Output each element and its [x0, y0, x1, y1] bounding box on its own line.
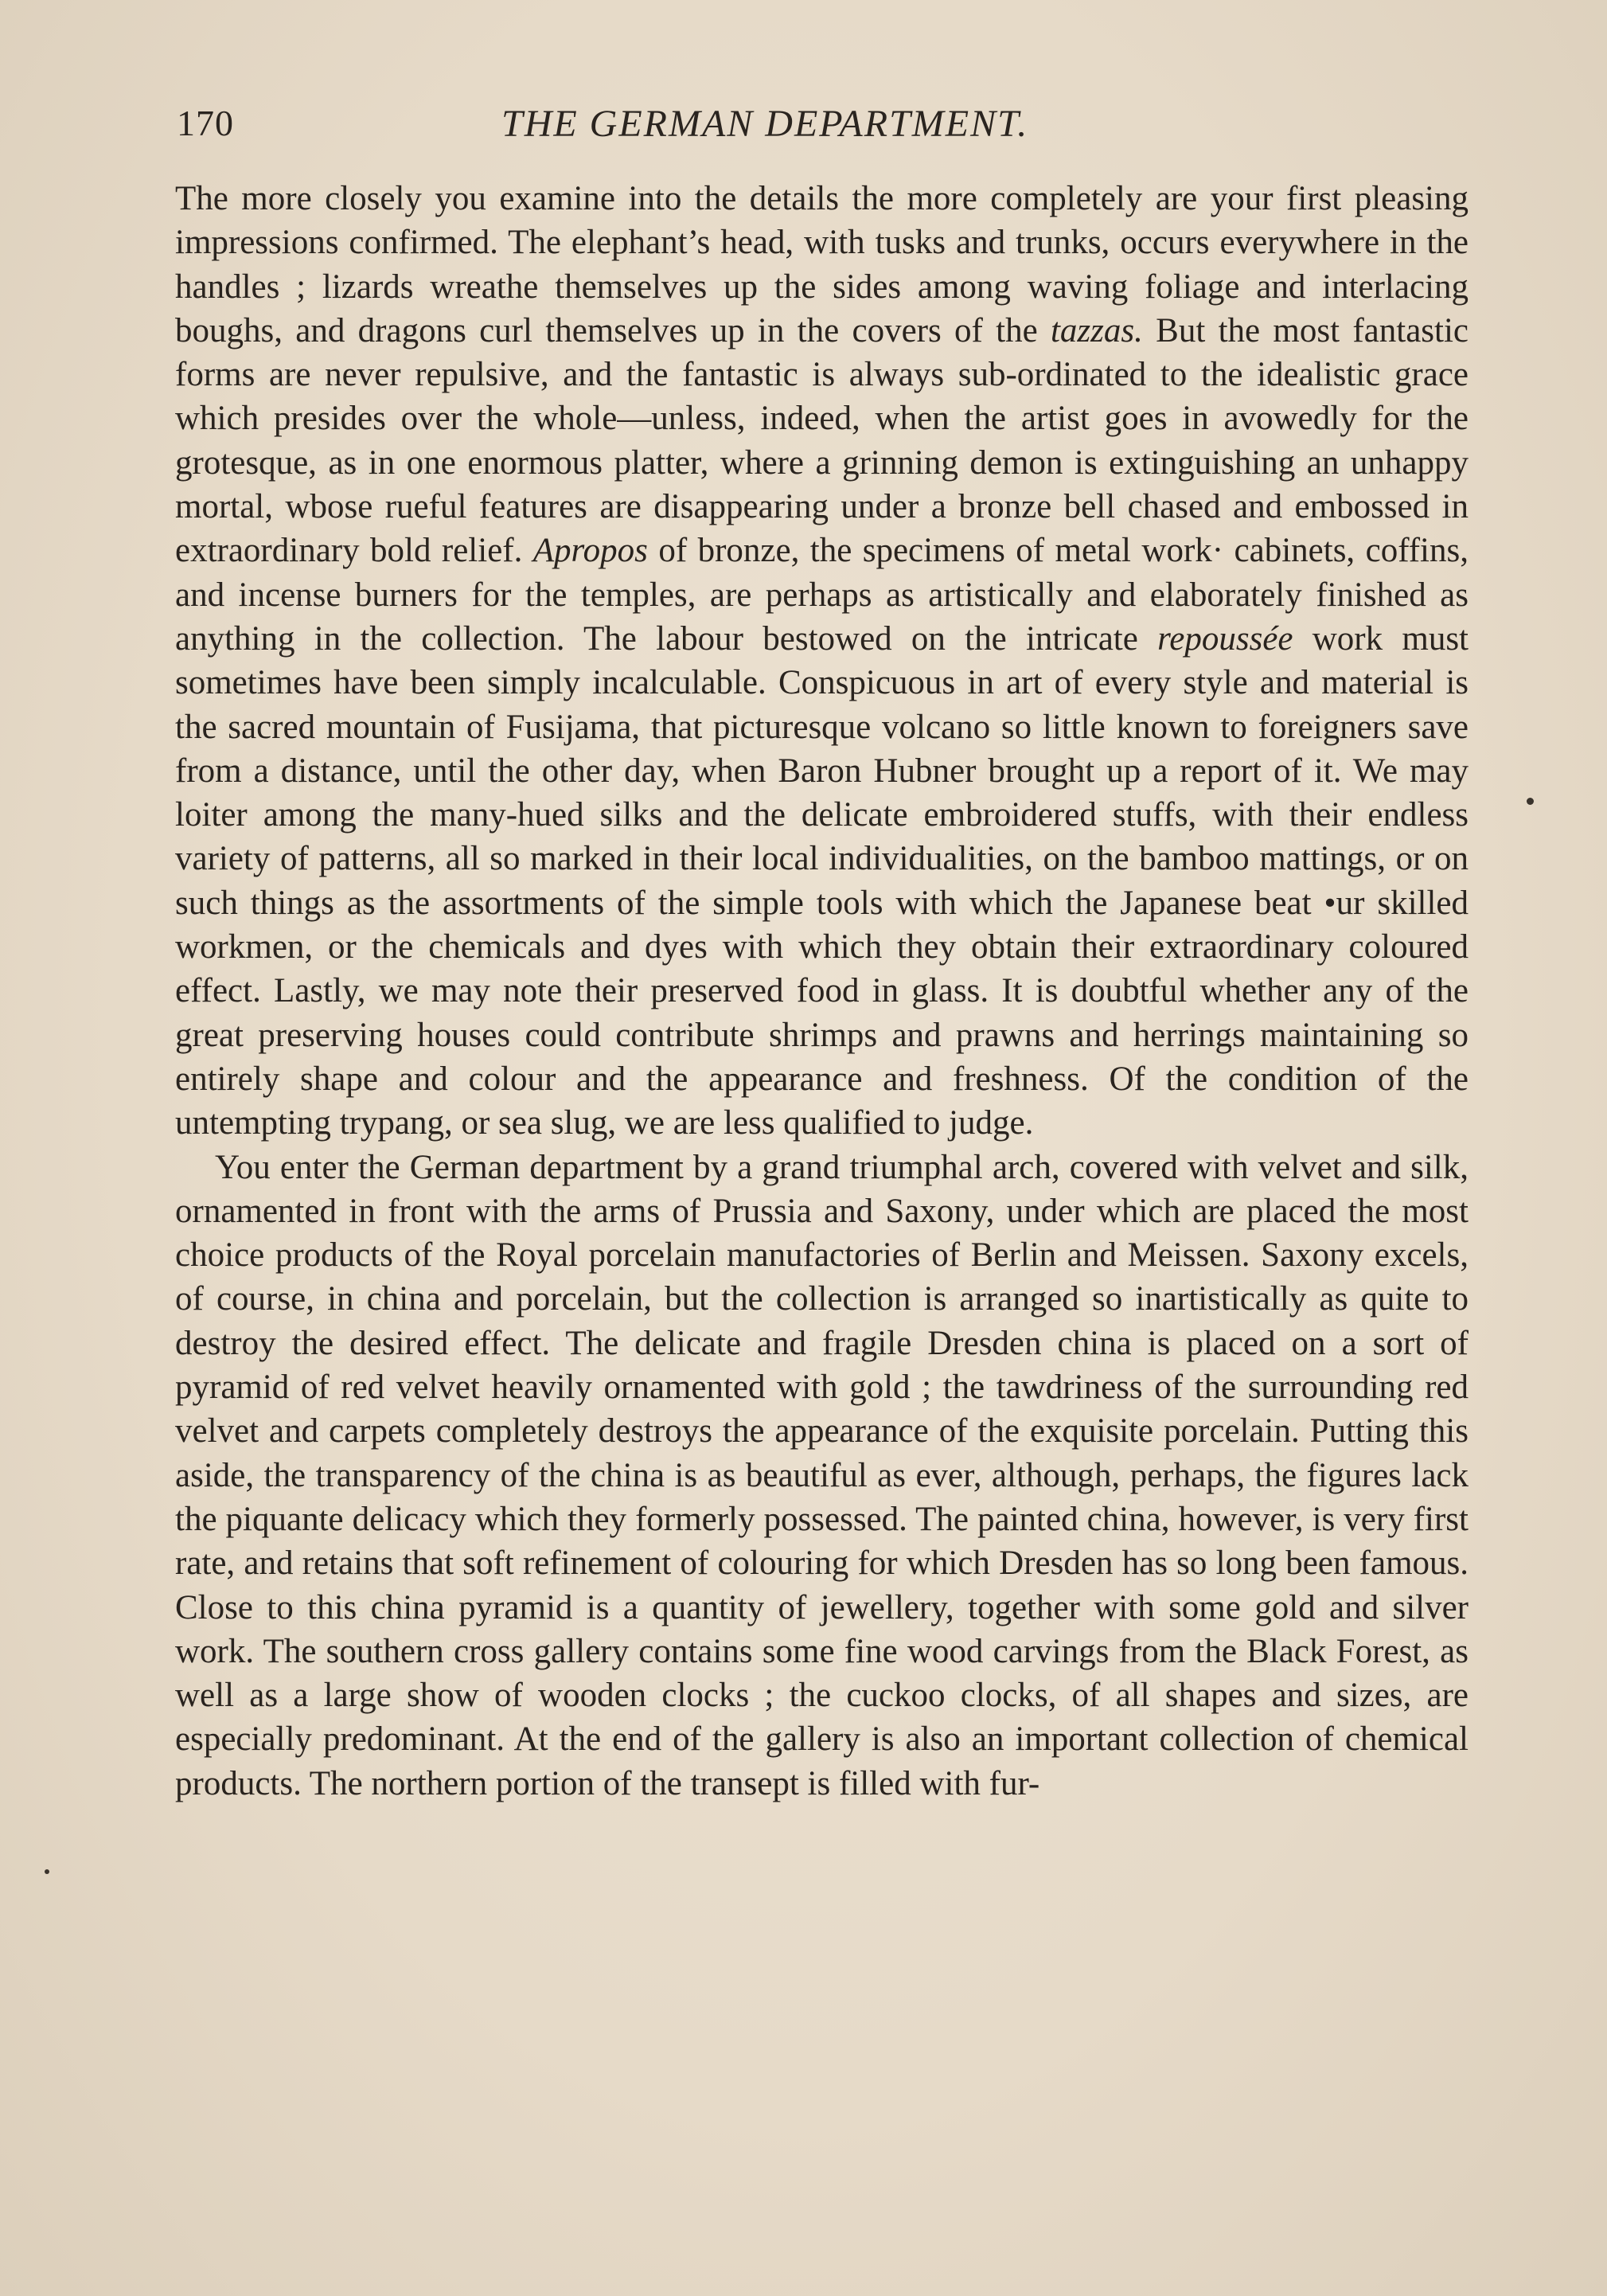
italic-tazzas: tazzas.	[1050, 311, 1143, 349]
italic-apropos: Apropos	[532, 532, 648, 570]
paragraph-1	[175, 177, 1469, 1146]
paragraph-1-part-3: of bronze, the specimens of metal work· cabinets, coffins, and incense burners for the temples, are perhaps as artistically and elaborately finished as anything in the collection. The labour bestowed on the intricate	[175, 532, 1469, 658]
running-head	[177, 102, 1466, 158]
running-title: THE GERMAN DEPARTMENT.	[501, 103, 1029, 145]
ink-speck	[45, 1869, 49, 1874]
page-number: 170	[177, 103, 234, 143]
paragraph-2: You enter the German department by a grand triumphal arch, covered with velvet and silk, ornamented in front with the arms of Prussia and Saxony, under which are placed the most choice products of the Royal porcelain manufactories of Berlin and Meissen. Saxony excels, of course, in china and porcelain, but the collection is arranged so inartistically as quite to destroy the desired effect. The delicate and fragile Dresden china is placed on a sort of pyramid of red velvet heavily ornamented with gold ; the tawdriness of the surrounding red velvet and carpets completely destroys the appearance of the exquisite porcelain. Putting this aside, the transparency of the china is as beautiful as ever, although, perhaps, the figures lack the piquante delicacy which they formerly possessed. The painted china, however, is very first rate, and retains that soft refinement of colouring for which Dresden has so long been famous. Close to this china pyramid is a quantity of jewellery, together with some gold and silver work. The southern cross gallery contains some fine wood carvings from the Black Forest, as well as a large show of wooden clocks ; the cuckoo clocks, of all shapes and sizes, are especially predominant. At the end of the gallery is also an important collection of chemical products. The northern portion of the transept is filled with fur-	[175, 1148, 1469, 1802]
paragraph-1-part-4: work must sometimes have been simply incalculable. Conspicuous in art of every style and material is the sacred mountain of Fusijama, that picturesque volcano so little known to foreigners save from a distance, until the other day, when Baron Hubner brought up a report of it. We may loiter among the many-hued silks and the delicate embroidered stuffs, with their endless variety of patterns, all so marked in their local individualities, on the bamboo mattings, or on such things as the assortments of the simple tools with which the Japanese beat •ur skilled workmen, or the chemicals and dyes with which they obtain their extraordinary coloured effect. Lastly, we may note their preserved food in glass. It is doubtful whether any of the great preserving houses could contribute shrimps and prawns and herrings maintaining so entirely shape and colour and the appearance and freshness. Of the condition of the untempting trypang, or sea slug, we are less qualified to judge.	[175, 619, 1469, 1142]
paragraph-1-part-2: But the most fantastic forms are never repulsive, and the fantastic is always sub-ordinated to the idealistic grace which presides over the whole—unless, indeed, when the artist goes in avowedly for the grotesque, as in one enormous platter, where a grinning demon is extinguishing an unhappy mortal, wbose rueful features are disappearing under a bronze bell chased and embossed in extraordinary bold relief.	[175, 311, 1469, 570]
italic-repoussee: repoussée	[1157, 619, 1293, 658]
ink-speck	[1527, 798, 1534, 805]
body-text	[175, 177, 1469, 1806]
paragraph-1-part-1: The more closely you examine into the details the more completely are your first pleasing impressions confirmed. The elephant’s head, with tusks and trunks, occurs everywhere in the handles ; lizards wreathe themselves up the sides among waving foliage and interlacing boughs, and dragons curl themselves up in the covers of the	[175, 180, 1469, 349]
